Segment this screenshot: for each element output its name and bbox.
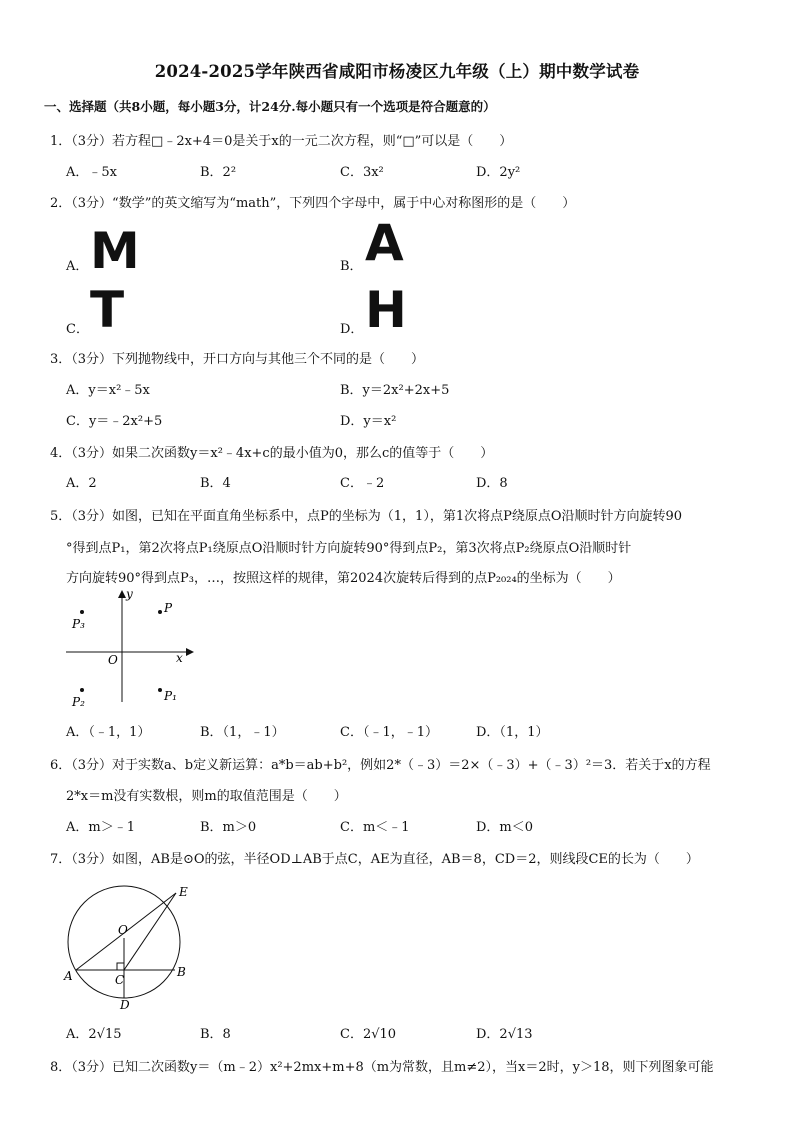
point-p3 xyxy=(80,610,84,614)
q4-option-d[interactable]: D．8 xyxy=(476,476,508,491)
segment-ce xyxy=(124,893,176,970)
question-2-stem: 2．（3分）“数学”的英文缩写为“math”，下列四个字母中，属于中心对称图形的是（ ） xyxy=(50,196,576,211)
q3-option-d[interactable]: D．y＝x² xyxy=(340,414,397,429)
q5-option-c[interactable]: C．（﹣1，﹣1） xyxy=(340,725,438,740)
y-axis-arrow-icon xyxy=(118,590,126,598)
right-angle-icon xyxy=(117,963,124,970)
q7-option-b[interactable]: B．8 xyxy=(200,1027,231,1042)
q2-option-c-label[interactable]: C． xyxy=(66,322,89,337)
q2-letter-t: T xyxy=(90,281,125,339)
question-5-stem-line-3: 方向旋转90°得到点P₃，…，按照这样的规律，第2024次旋转后得到的点P₂₀₂₄的坐标为（ ） xyxy=(66,571,621,586)
question-5-stem-line-1: 5．（3分）如图，已知在平面直角坐标系中，点P的坐标为（1，1），第1次将点P绕原点O沿顺时针方向旋转90 xyxy=(50,509,683,524)
q2-option-a-label[interactable]: A． xyxy=(66,259,89,274)
q2-option-b-label[interactable]: B． xyxy=(340,259,363,274)
question-6-stem-line-1: 6．（3分）对于实数a、b定义新运算：a*b＝ab+b²，例如2*（﹣3）＝2×（﹣3）+（﹣3）²＝3．若关于x的方程 xyxy=(50,758,711,773)
label-p1: P₁ xyxy=(164,689,177,703)
q2-letter-a: A xyxy=(365,214,404,272)
q1-option-a[interactable]: A．﹣5x xyxy=(66,165,117,180)
question-5-stem-line-2: °得到点P₁，第2次将点P₁绕原点O沿顺时针方向旋转90°得到点P₂，第3次将点P₂绕原点O沿顺时针 xyxy=(66,541,632,556)
label-y: y xyxy=(126,587,133,601)
q3-option-a[interactable]: A．y＝x²﹣5x xyxy=(66,383,150,398)
section-heading: 一、选择题（共8小题，每小题3分，计24分.每小题只有一个选项是符合题意的） xyxy=(44,99,496,114)
q1-option-d[interactable]: D．2y² xyxy=(476,165,521,180)
label-p3: P₃ xyxy=(72,617,85,631)
q5-option-d[interactable]: D．（1，1） xyxy=(476,725,549,740)
q7-circle-figure xyxy=(58,880,203,1015)
q3-option-b[interactable]: B．y＝2x²+2x+5 xyxy=(340,383,450,398)
label-b: B xyxy=(177,965,186,979)
label-a: A xyxy=(64,969,73,983)
q6-option-d[interactable]: D．m＜0 xyxy=(476,820,534,835)
q5-option-b[interactable]: B．（1，﹣1） xyxy=(200,725,285,740)
q7-option-d[interactable]: D．2√13 xyxy=(476,1027,533,1042)
q4-option-c[interactable]: C．﹣2 xyxy=(340,476,385,491)
q5-coordinate-figure xyxy=(60,586,200,716)
question-4-stem: 4．（3分）如果二次函数y＝x²﹣4x+c的最小值为0，那么c的值等于（ ） xyxy=(50,446,494,461)
label-e: E xyxy=(179,885,188,899)
point-p2 xyxy=(80,688,84,692)
q6-option-c[interactable]: C．m＜﹣1 xyxy=(340,820,410,835)
point-p1 xyxy=(158,688,162,692)
question-6-stem-line-2: 2*x＝m没有实数根，则m的取值范围是（ ） xyxy=(66,789,347,804)
q2-letter-h: H xyxy=(365,281,407,339)
q7-option-a[interactable]: A．2√15 xyxy=(66,1027,122,1042)
q1-option-c[interactable]: C．3x² xyxy=(340,165,384,180)
q2-letter-m: M xyxy=(90,222,140,280)
q6-option-a[interactable]: A．m＞﹣1 xyxy=(66,820,135,835)
label-p: P xyxy=(164,601,173,615)
q7-option-c[interactable]: C．2√10 xyxy=(340,1027,397,1042)
question-8-stem: 8．（3分）已知二次函数y＝（m﹣2）x²+2mx+m+8（m为常数，且m≠2），当x＝2时，y＞18，则下列图象可能 xyxy=(50,1060,714,1075)
q1-option-b[interactable]: B．2² xyxy=(200,165,237,180)
label-d: D xyxy=(120,998,130,1012)
point-p xyxy=(158,610,162,614)
page-title: 2024-2025学年陕西省咸阳市杨凌区九年级（上）期中数学试卷 xyxy=(154,62,640,81)
q3-option-c[interactable]: C．y＝﹣2x²+5 xyxy=(66,414,163,429)
q4-option-a[interactable]: A．2 xyxy=(66,476,97,491)
question-7-stem: 7．（3分）如图，AB是⊙O的弦，半径OD⊥AB于点C，AE为直径，AB＝8，CD＝2，则线段CE的长为（ ） xyxy=(50,852,699,867)
q4-option-b[interactable]: B．4 xyxy=(200,476,231,491)
q5-option-a[interactable]: A．（﹣1，1） xyxy=(66,725,151,740)
label-p2: P₂ xyxy=(72,695,85,709)
question-1-stem: 1．（3分）若方程□﹣2x+4＝0是关于x的一元二次方程，则“□”可以是（ ） xyxy=(50,134,513,149)
x-axis-arrow-icon xyxy=(186,648,194,656)
q2-option-d-label[interactable]: D． xyxy=(340,322,364,337)
label-c: C xyxy=(115,973,125,987)
q6-option-b[interactable]: B．m＞0 xyxy=(200,820,257,835)
label-x: x xyxy=(176,651,183,665)
label-o: O xyxy=(108,653,118,667)
label-o: O xyxy=(118,923,128,937)
question-3-stem: 3．（3分）下列抛物线中，开口方向与其他三个不同的是（ ） xyxy=(50,352,425,367)
